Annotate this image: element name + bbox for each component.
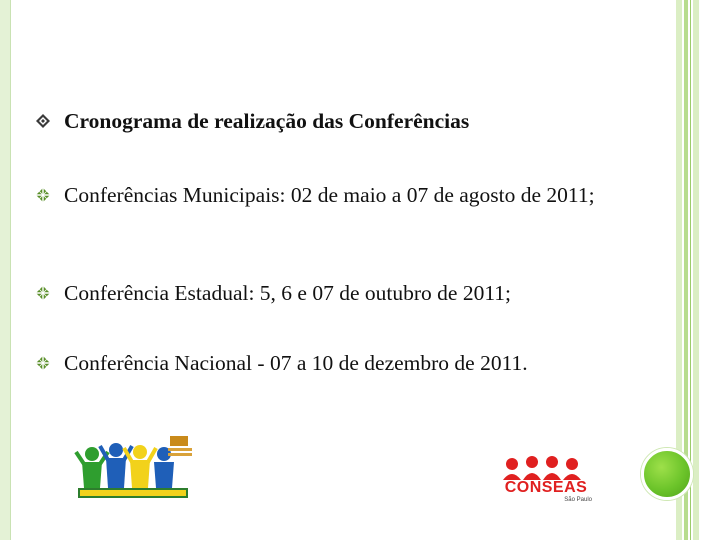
conseas-location: São Paulo (564, 497, 592, 503)
checkered-diamond-bullet-icon (36, 348, 64, 370)
checkered-diamond-bullet-icon (36, 278, 64, 300)
list-item-text: Conferência Estadual: 5, 6 e 07 de outubro de 2011; (64, 281, 511, 305)
conseas-wordmark: CONSEAS (504, 479, 588, 496)
list-item-estadual (36, 278, 511, 308)
frame-stripe (690, 0, 691, 540)
conseas-logo (498, 452, 594, 512)
left-frame-border (0, 0, 11, 540)
green-circle-decoration (641, 448, 693, 500)
checkered-diamond-bullet-icon (36, 180, 64, 202)
list-item-text: Conferência Nacional - 07 a 10 de dezembro de 2011. (64, 351, 528, 375)
list-item-municipal (36, 180, 595, 210)
conference-people-logo (70, 432, 196, 504)
list-item-text: Cronograma de realização das Conferências (64, 109, 470, 133)
frame-stripe (693, 0, 699, 540)
list-item-nacional (36, 348, 528, 378)
filled-diamond-bullet-icon (36, 106, 64, 128)
list-item-title (36, 106, 469, 136)
list-item-text: Conferências Municipais: 02 de maio a 07 de agosto de 2011; (64, 183, 595, 207)
